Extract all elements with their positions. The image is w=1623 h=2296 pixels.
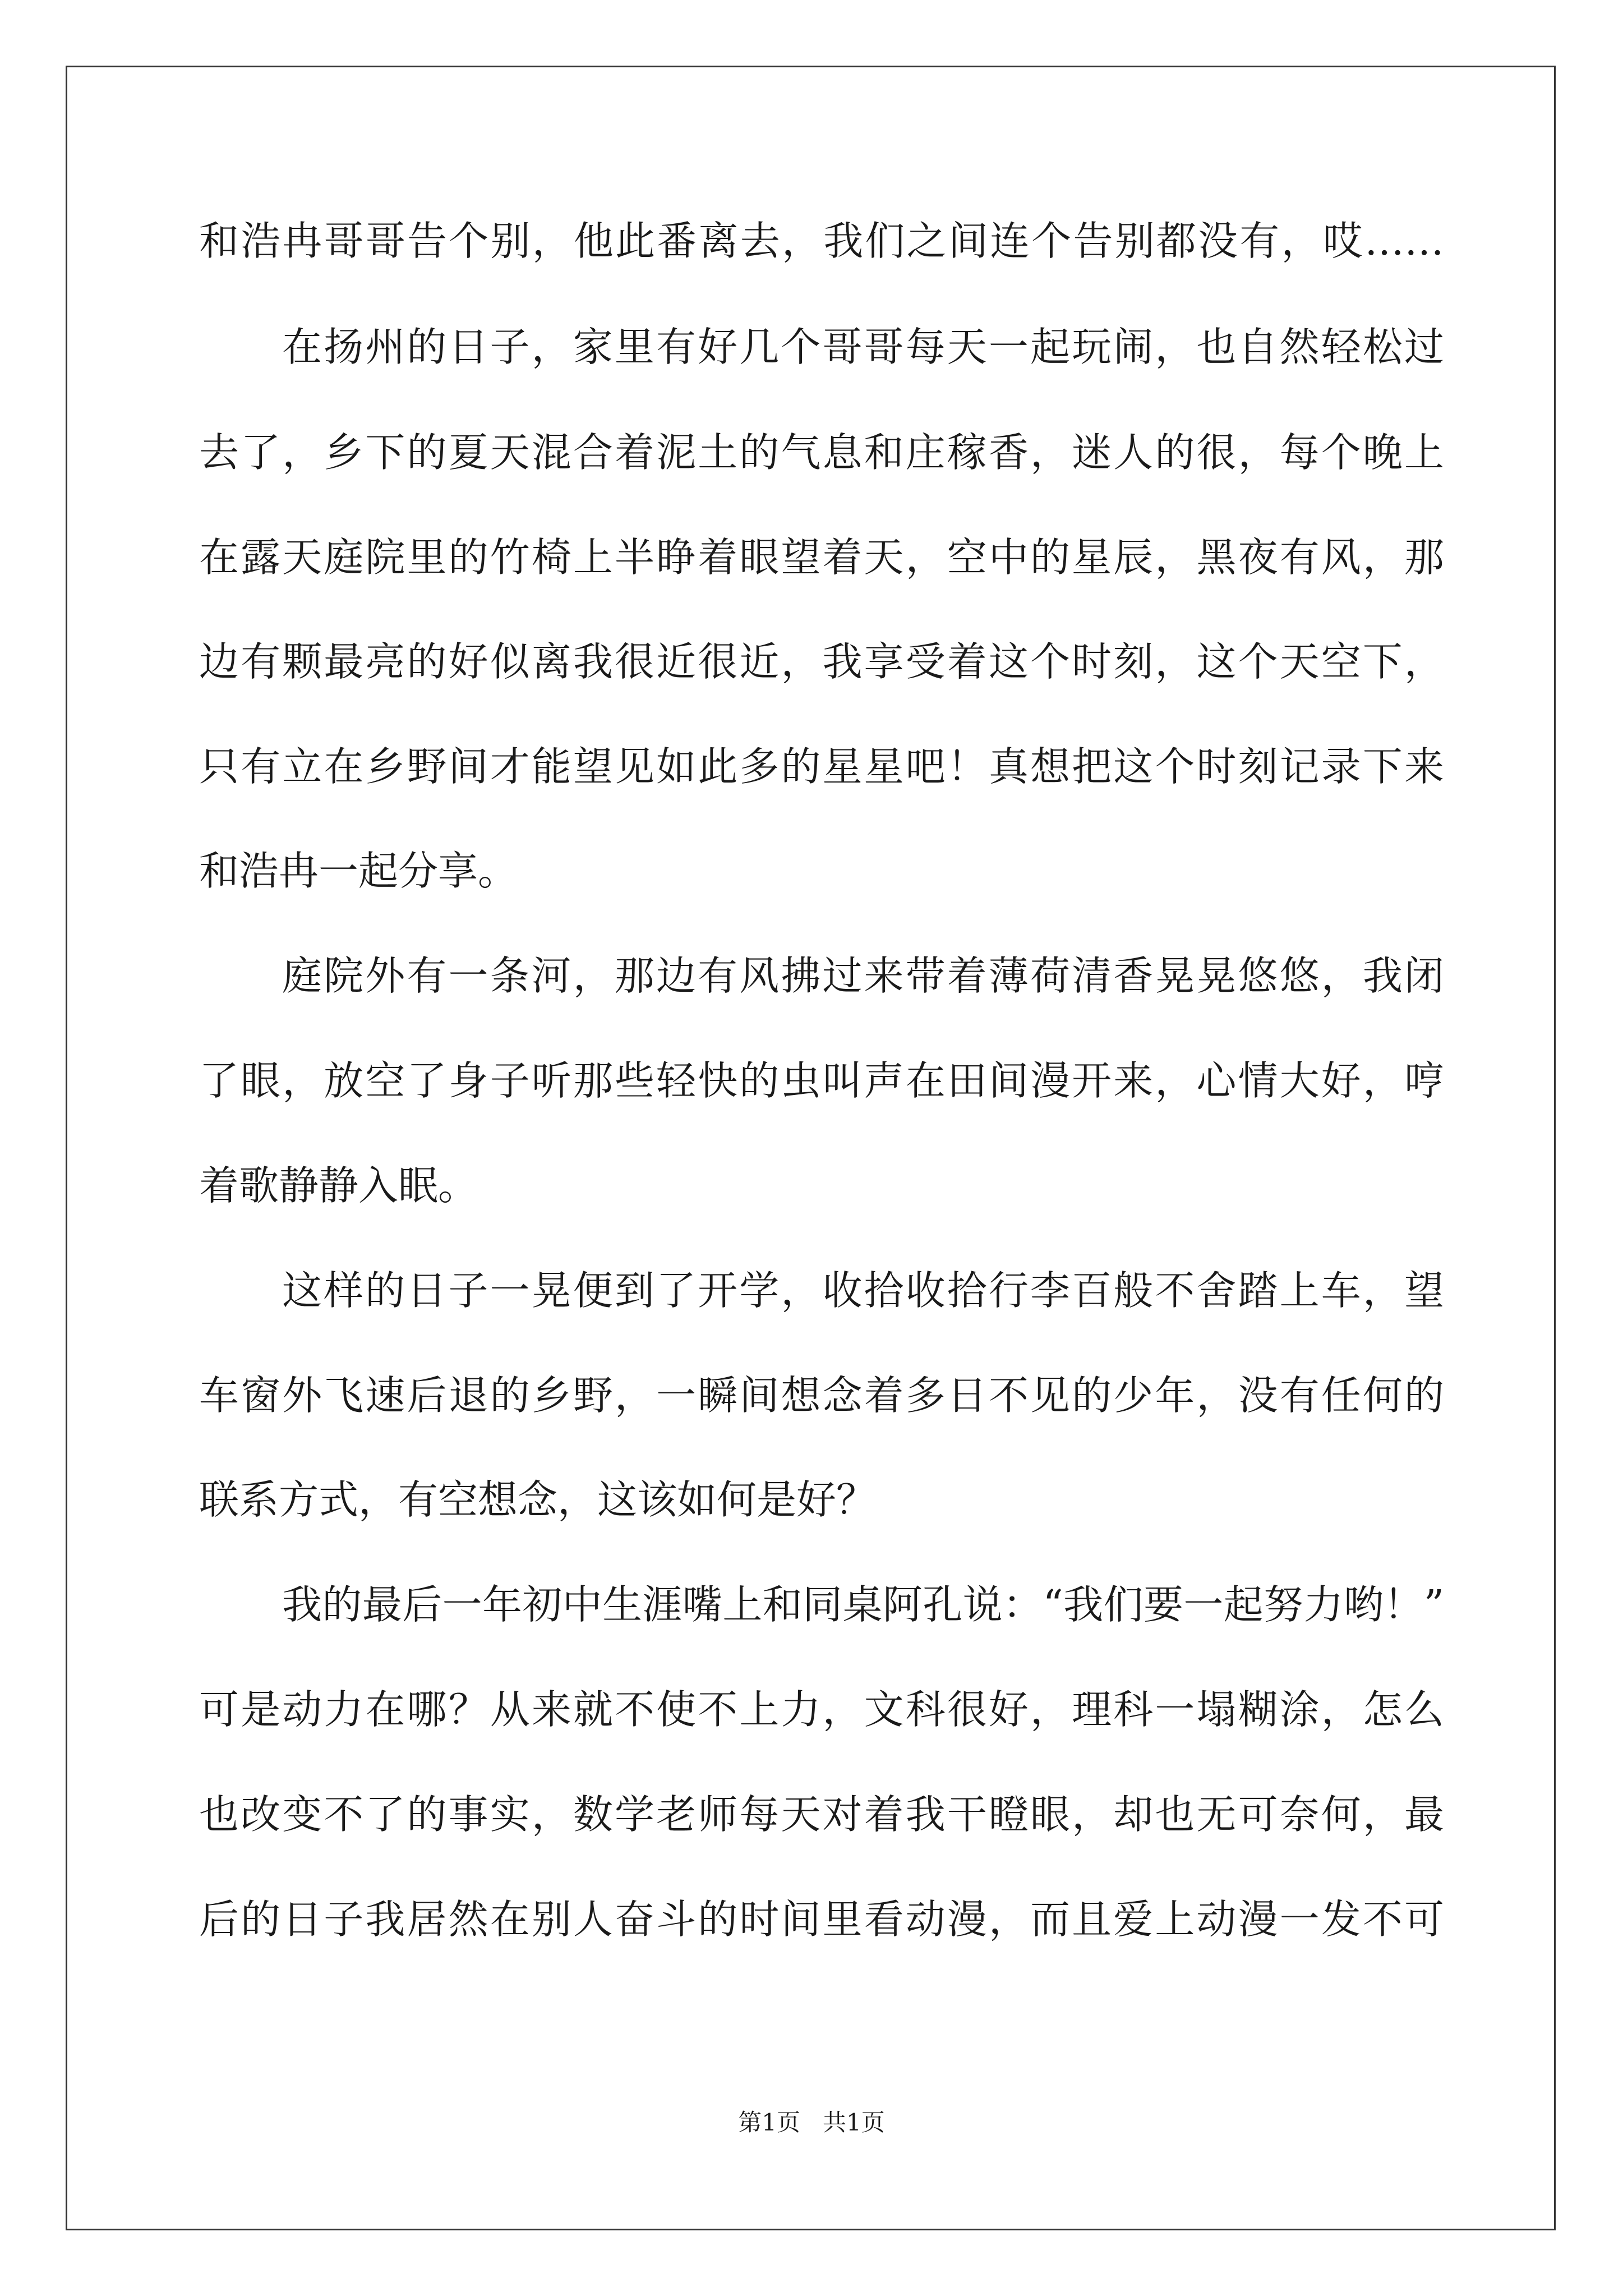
paragraph-line-1: 和浩冉哥哥告个别，他此番离去，我们之间连个告别都没有，哎…… (199, 218, 1444, 264)
paragraph-line-3: 去了，乡下的夏天混合着泥土的气息和庄稼香，迷人的很，每个晚上 (199, 429, 1444, 476)
paragraph-line-5: 边有颗最亮的好似离我很近很近，我享受着这个时刻，这个天空下， (199, 638, 1444, 685)
paragraph-line-15: 可是动力在哪？从来就不使不上力，文科很好，理科一塌糊涂，怎么 (199, 1686, 1444, 1733)
paragraph-line-17: 后的日子我居然在别人奋斗的时间里看动漫，而且爱上动漫一发不可 (199, 1896, 1444, 1943)
paragraph-line-16: 也改变不了的事实，数学老师每天对着我干瞪眼，却也无可奈何，最 (199, 1791, 1444, 1838)
paragraph-line-14: 我的最后一年初中生涯嘴上和同桌阿孔说：“我们要一起努力哟！” (282, 1581, 1444, 1628)
page-number-footer: 第1页 共1页 (738, 2109, 885, 2136)
paragraph-line-9: 了眼，放空了身子听那些轻快的虫叫声在田间漫开来，心情大好，哼 (199, 1057, 1444, 1104)
paragraph-line-6: 只有立在乡野间才能望见如此多的星星吧！真想把这个时刻记录下来 (199, 743, 1444, 790)
paragraph-line-7: 和浩冉一起分享。 (199, 848, 518, 894)
paragraph-line-11: 这样的日子一晃便到了开学，收拾收拾行李百般不舍踏上车，望 (282, 1267, 1444, 1314)
paragraph-line-4: 在露天庭院里的竹椅上半睁着眼望着天，空中的星辰，黑夜有风，那 (199, 534, 1444, 581)
paragraph-line-8: 庭院外有一条河，那边有风拂过来带着薄荷清香晃晃悠悠，我闭 (282, 953, 1444, 999)
paragraph-line-10: 着歌静静入眠。 (199, 1162, 478, 1209)
paragraph-line-2: 在扬州的日子，家里有好几个哥哥每天一起玩闹，也自然轻松过 (282, 324, 1444, 370)
paragraph-line-13: 联系方式，有空想念，这该如何是好？ (199, 1476, 877, 1523)
paragraph-line-12: 车窗外飞速后退的乡野，一瞬间想念着多日不见的少年，没有任何的 (199, 1372, 1444, 1419)
